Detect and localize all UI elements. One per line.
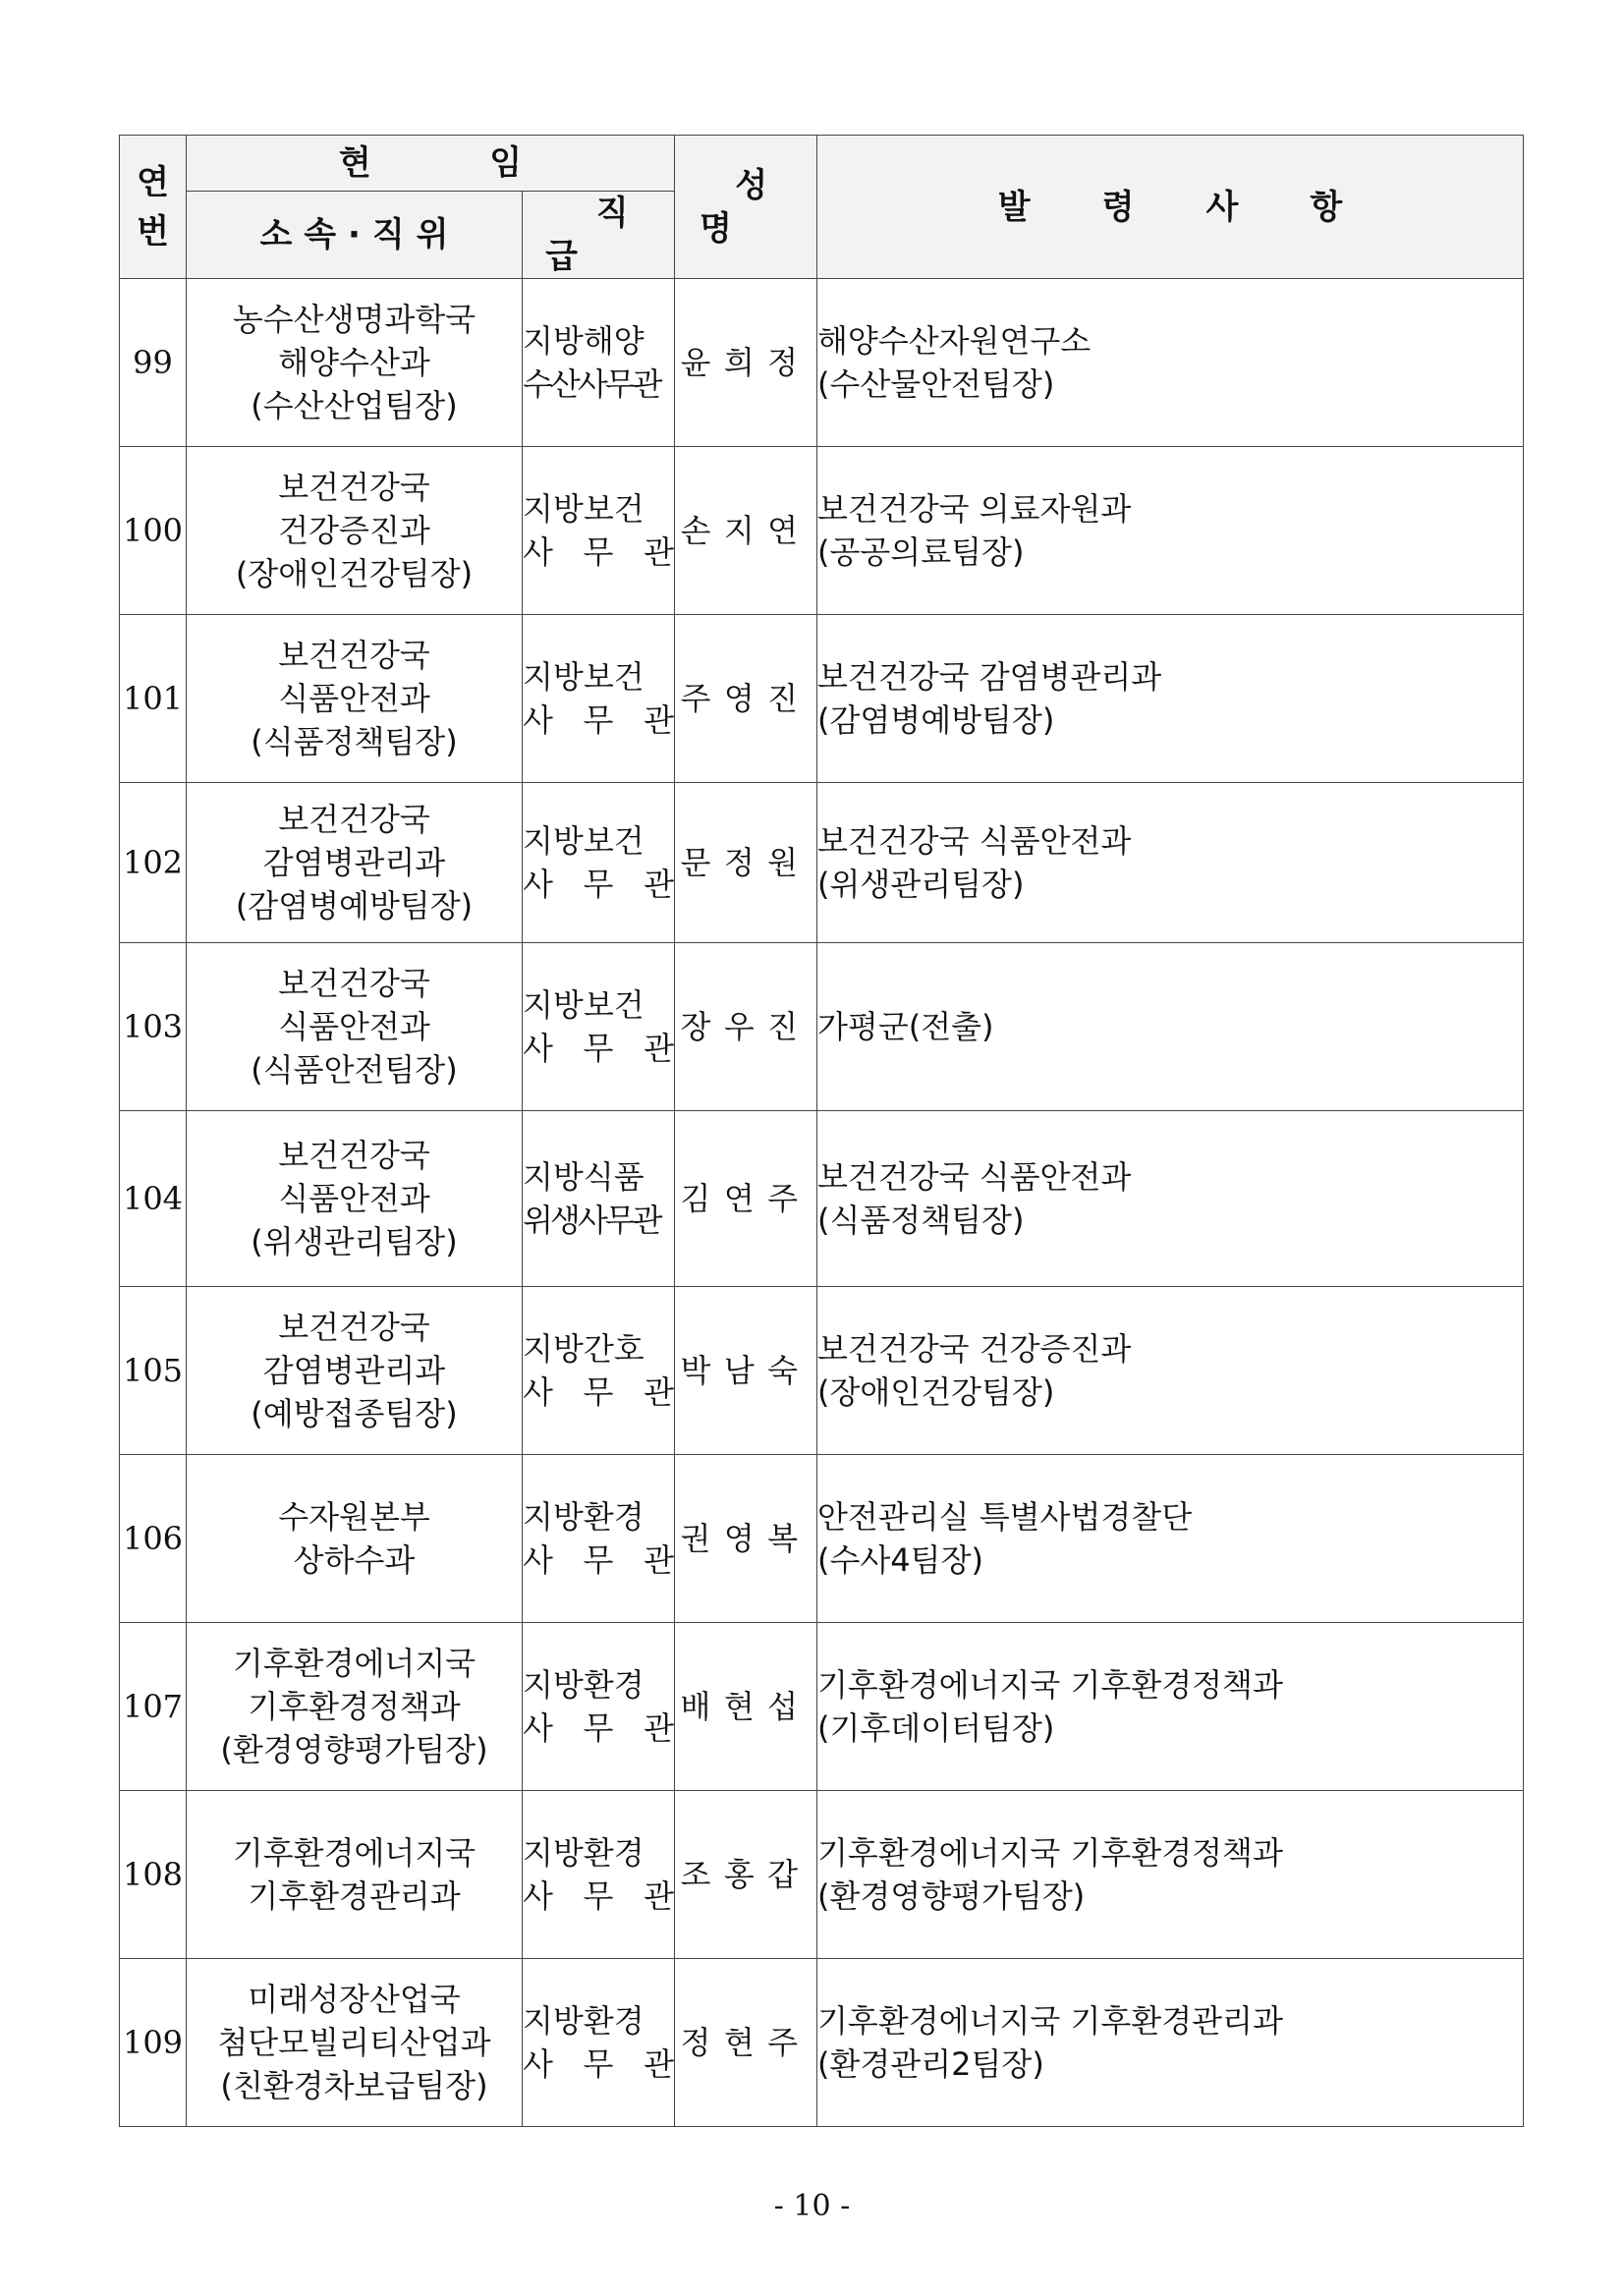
serial-number-cell: 106 — [120, 1455, 187, 1623]
affiliation-cell — [187, 943, 523, 1111]
affiliation-line: 첨단모빌리티산업과 — [217, 2024, 491, 2061]
grade-cell — [523, 943, 675, 1111]
grade-line: 사 무 관 — [523, 1030, 674, 1067]
appointment-line — [817, 1155, 1523, 1199]
serial-number-cell: 109 — [120, 1959, 187, 2127]
affiliation-cell — [187, 1623, 523, 1791]
appointment-text: 보건건강국 식품안전과 — [817, 1158, 1132, 1196]
grade-line: 사 무 관 — [523, 1541, 674, 1579]
grade-cell — [523, 279, 675, 447]
person-name-cell: 배현섭 — [675, 1623, 817, 1791]
person-name-cell: 김연주 — [675, 1111, 817, 1287]
affiliation-line: (식품안전팀장) — [251, 1051, 458, 1089]
serial-number-cell: 102 — [120, 783, 187, 943]
appointment-text: (수산물안전팀장) — [817, 365, 1055, 403]
appointment-text: (장애인건강팀장) — [817, 1373, 1055, 1411]
grade-cell — [523, 1111, 675, 1287]
grade-line: 지방식품 — [523, 1158, 644, 1196]
appointment-text: 보건건강국 건강증진과 — [817, 1330, 1132, 1368]
affiliation-line: (위생관리팀장) — [251, 1223, 458, 1260]
header-grade — [523, 192, 702, 279]
appointment-text: (수사4팀장) — [817, 1541, 983, 1579]
affiliation-cell — [187, 615, 523, 783]
appointment-text: (환경관리2팀장) — [817, 2045, 1044, 2083]
table-row — [120, 783, 1524, 943]
affiliation-line: (감염병예방팀장) — [235, 887, 474, 924]
grade-line: 사 무 관 — [523, 701, 674, 739]
appointment-cell — [817, 1111, 1524, 1287]
affiliation-line: 수자원본부 — [278, 1498, 430, 1536]
appointment-line — [817, 1495, 1523, 1539]
affiliation-line: (수산산업팀장) — [251, 387, 458, 424]
header-serial-line2: 번 — [137, 211, 169, 252]
grade-line: 지방보건 — [523, 986, 644, 1024]
appointment-line — [817, 1005, 1523, 1048]
serial-number-cell: 103 — [120, 943, 187, 1111]
header-appointment-label: 발 령 사 항 — [997, 187, 1372, 227]
table-row — [120, 279, 1524, 447]
person-name-cell: 윤희정 — [675, 279, 817, 447]
appointment-text: 보건건강국 식품안전과 — [817, 822, 1132, 860]
affiliation-line: 보건건강국 — [278, 801, 430, 838]
table-row — [120, 1791, 1524, 1959]
serial-number-cell: 99 — [120, 279, 187, 447]
appointment-line — [817, 655, 1523, 699]
grade-line: 지방보건 — [523, 658, 644, 696]
grade-line: 사 무 관 — [523, 1709, 674, 1747]
table-row — [120, 1959, 1524, 2127]
appointment-line — [817, 1371, 1523, 1414]
table-row — [120, 447, 1524, 615]
appointment-text: (환경영향평가팀장) — [817, 1877, 1086, 1915]
serial-number-cell: 107 — [120, 1623, 187, 1791]
roster-body — [120, 279, 1524, 2127]
appointment-line — [817, 863, 1523, 906]
grade-line: 지방환경 — [523, 1834, 644, 1872]
affiliation-line: 보건건강국 — [278, 965, 430, 1002]
affiliation-line: 상하수과 — [293, 1541, 416, 1579]
affiliation-line: 기후환경정책과 — [248, 1688, 461, 1725]
person-name-cell: 장우진 — [675, 943, 817, 1111]
table-row — [120, 943, 1524, 1111]
appointment-cell — [817, 1287, 1524, 1455]
appointment-line — [817, 819, 1523, 863]
grade-line: 사 무 관 — [523, 1373, 674, 1411]
affiliation-line: 보건건강국 — [278, 637, 430, 674]
affiliation-line: 감염병관리과 — [262, 1352, 446, 1389]
affiliation-line: (장애인건강팀장) — [235, 555, 474, 592]
appointment-cell — [817, 1623, 1524, 1791]
appointment-cell — [817, 943, 1524, 1111]
affiliation-line: 식품안전과 — [278, 1008, 430, 1045]
grade-line: 수산사무관 — [523, 365, 660, 403]
affiliation-cell — [187, 1111, 523, 1287]
appointment-text: 기후환경에너지국 기후환경정책과 — [817, 1666, 1283, 1704]
grade-line: 지방보건 — [523, 490, 644, 528]
appointment-line — [817, 487, 1523, 531]
affiliation-line: 식품안전과 — [278, 1180, 430, 1217]
appointment-text: 해양수산자원연구소 — [817, 322, 1092, 360]
table-row — [120, 1111, 1524, 1287]
appointment-text: (공공의료팀장) — [817, 533, 1025, 571]
grade-cell — [523, 1623, 675, 1791]
header-appointment — [817, 136, 1524, 279]
header-serial-number — [120, 136, 187, 279]
appointment-line — [817, 1831, 1523, 1875]
grade-line: 지방환경 — [523, 1666, 644, 1704]
appointment-text: (감염병예방팀장) — [817, 701, 1055, 739]
appointment-text: (기후데이터팀장) — [817, 1709, 1055, 1747]
affiliation-line: 미래성장산업국 — [248, 1981, 461, 2018]
grade-line: 사 무 관 — [523, 2045, 674, 2083]
appointment-cell — [817, 447, 1524, 615]
header-serial-line1: 연 — [137, 162, 169, 202]
grade-line: 지방해양 — [523, 322, 644, 360]
grade-cell — [523, 783, 675, 943]
appointment-line — [817, 1999, 1523, 2043]
appointment-line — [817, 319, 1523, 363]
affiliation-cell — [187, 1959, 523, 2127]
appointment-line — [817, 1707, 1523, 1750]
personnel-order-table — [119, 135, 1524, 2127]
affiliation-line: 농수산생명과학국 — [232, 301, 476, 338]
appointment-line — [817, 363, 1523, 406]
grade-cell — [523, 1959, 675, 2127]
affiliation-line: 기후환경에너지국 — [232, 1645, 476, 1682]
header-affiliation-label: 소속·직위 — [259, 215, 461, 254]
grade-cell — [523, 447, 675, 615]
person-name-cell: 주영진 — [675, 615, 817, 783]
header-name-label: 성 명 — [699, 165, 828, 249]
affiliation-line: 해양수산과 — [278, 344, 430, 381]
grade-line: 지방보건 — [523, 822, 644, 860]
appointment-text: (위생관리팀장) — [817, 866, 1025, 903]
appointment-line — [817, 1539, 1523, 1582]
table-row — [120, 1455, 1524, 1623]
grade-line: 위생사무관 — [523, 1202, 660, 1239]
appointment-text: (식품정책팀장) — [817, 1202, 1025, 1239]
affiliation-cell — [187, 447, 523, 615]
affiliation-cell — [187, 1287, 523, 1455]
appointment-text: 보건건강국 의료자원과 — [817, 490, 1132, 528]
appointment-line — [817, 1199, 1523, 1242]
page-number: - 10 - — [773, 2189, 851, 2223]
affiliation-cell — [187, 783, 523, 943]
table-row — [120, 1287, 1524, 1455]
appointment-text: 가평군 — [817, 1008, 909, 1045]
appointment-cell — [817, 1455, 1524, 1623]
affiliation-line: 식품안전과 — [278, 680, 430, 717]
affiliation-line: (환경영향평가팀장) — [220, 1731, 488, 1768]
affiliation-line: (친환경차보급팀장) — [220, 2067, 488, 2104]
affiliation-cell — [187, 1455, 523, 1623]
grade-line: 지방환경 — [523, 1498, 644, 1536]
appointment-cell — [817, 783, 1524, 943]
appointment-line — [817, 531, 1523, 574]
affiliation-line: 보건건강국 — [278, 469, 430, 506]
grade-cell — [523, 1455, 675, 1623]
appointment-line — [817, 1327, 1523, 1371]
serial-number-cell: 101 — [120, 615, 187, 783]
person-name-cell: 손지연 — [675, 447, 817, 615]
serial-number-cell: 108 — [120, 1791, 187, 1959]
grade-line: 지방간호 — [523, 1330, 644, 1368]
affiliation-line: 기후환경관리과 — [248, 1877, 461, 1915]
grade-cell — [523, 1791, 675, 1959]
serial-number-cell: 104 — [120, 1111, 187, 1287]
appointment-cell — [817, 1791, 1524, 1959]
grade-cell — [523, 1287, 675, 1455]
grade-line: 지방환경 — [523, 2002, 644, 2040]
header-affiliation — [187, 192, 523, 279]
serial-number-cell: 105 — [120, 1287, 187, 1455]
table-row — [120, 615, 1524, 783]
person-name-cell: 권영복 — [675, 1455, 817, 1623]
person-name-cell: 조홍갑 — [675, 1791, 817, 1959]
appointment-line — [817, 699, 1523, 742]
header-current-position — [187, 136, 675, 192]
appointment-cell — [817, 615, 1524, 783]
affiliation-line: 기후환경에너지국 — [232, 1834, 476, 1872]
appointment-line — [817, 1875, 1523, 1918]
grade-line: 사 무 관 — [523, 533, 674, 571]
header-current-label: 현 임 — [338, 143, 576, 183]
grade-cell — [523, 615, 675, 783]
affiliation-line: 건강증진과 — [278, 512, 430, 549]
appointment-text: 기후환경에너지국 기후환경정책과 — [817, 1834, 1283, 1872]
appointment-cell — [817, 1959, 1524, 2127]
affiliation-line: (식품정책팀장) — [251, 723, 458, 760]
appointment-text: 안전관리실 특별사법경찰단 — [817, 1498, 1193, 1536]
appointment-note: (전출) — [908, 1008, 994, 1045]
appointment-line — [817, 1663, 1523, 1707]
affiliation-cell — [187, 279, 523, 447]
affiliation-cell — [187, 1791, 523, 1959]
appointment-line — [817, 2043, 1523, 2086]
grade-line: 사 무 관 — [523, 866, 674, 903]
appointment-cell — [817, 279, 1524, 447]
person-name-cell: 정현주 — [675, 1959, 817, 2127]
affiliation-line: (예방접종팀장) — [251, 1395, 458, 1432]
person-name-cell: 박남숙 — [675, 1287, 817, 1455]
affiliation-line: 보건건강국 — [278, 1137, 430, 1174]
header-grade-label: 직 급 — [545, 194, 702, 276]
serial-number-cell: 100 — [120, 447, 187, 615]
table-row — [120, 1623, 1524, 1791]
grade-line: 사 무 관 — [523, 1877, 674, 1915]
appointment-text: 기후환경에너지국 기후환경관리과 — [817, 2002, 1283, 2040]
person-name-cell: 문정원 — [675, 783, 817, 943]
affiliation-line: 보건건강국 — [278, 1309, 430, 1346]
appointment-text: 보건건강국 감염병관리과 — [817, 658, 1162, 696]
affiliation-line: 감염병관리과 — [262, 844, 446, 881]
